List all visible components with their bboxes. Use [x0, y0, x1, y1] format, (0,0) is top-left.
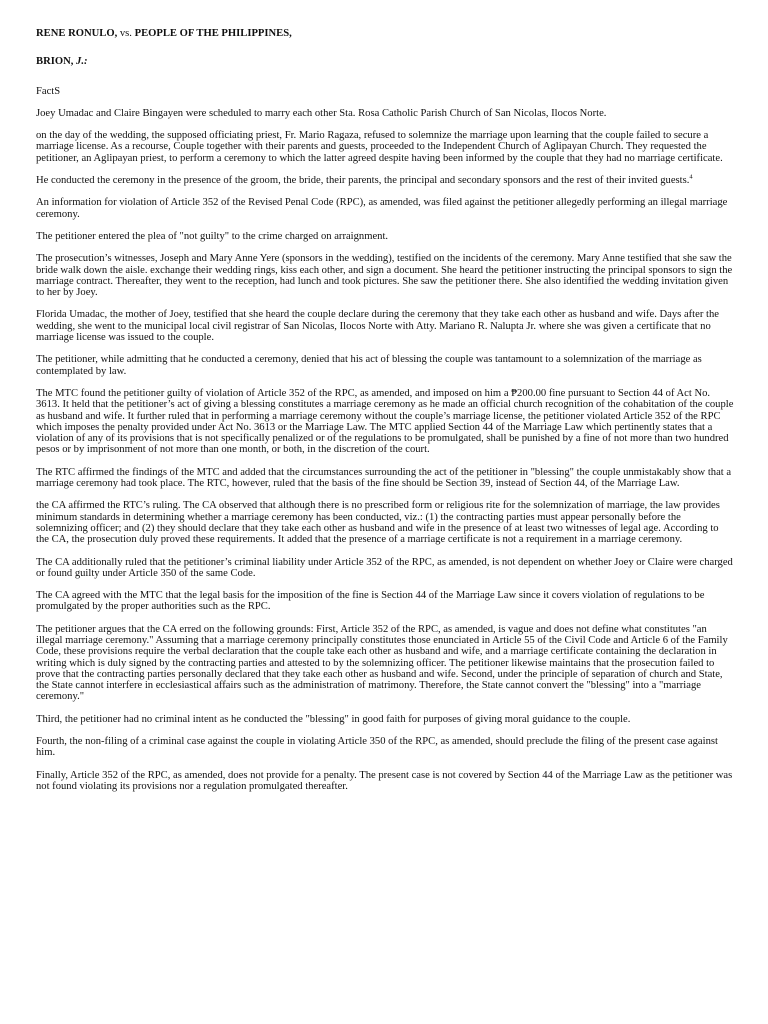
paragraph: The petitioner entered the plea of "not guilty" to the crime charged on arraignment.: [36, 230, 389, 242]
paragraph: The MTC found the petitioner guilty of violation of Article 352 of the RPC, as amended, and imposed on him a ₱200.00 fine pursuant to Section 44 of Act No. 3613. It held that the petitioner’s act of giving a blessing constitutes a marriage ceremony as he made an official church recognition of the cohabitation of the couple as husband and wife. It further ruled that in performing a marriage ceremony without the couple’s marriage license, the petitioner violated Article 352 of the RPC which imposes the penalty provided under Act No. 3613 or the Marriage Law. The MTC applied Section 44 of the Marriage Law which pertinently states that a violation of any of its provisions that is not specifically penalized or of the regulations to be promulgated, shall be punished by a fine of not more than two hundred pesos or by imprisonment of not more than one month, or both, in the discretion of the court.: [36, 387, 734, 456]
petitioner-name: RENE RONULO,: [36, 28, 118, 39]
ponente-name: BRION,: [36, 56, 77, 68]
case-title: [36, 28, 734, 39]
paragraph: The RTC affirmed the findings of the MTC and added that the circumstances surrounding the act of the petitioner in "blessing" the couple unmistakably show that a marriage ceremony had took place. The RTC, however, ruled that the basis of the fine should be Section 39, instead of Section 44, of the Marriage Law.: [36, 466, 732, 490]
paragraph-text: He conducted the ceremony in the presence of the groom, the bride, their parents, the principal and secondary sponsors and the rest of their invited guests.: [36, 175, 690, 187]
paragraph: An information for violation of Article 352 of the Revised Penal Code (RPC), as amended, was filed against the petitioner allegedly performing an illegal marriage ceremony.: [36, 197, 728, 220]
paragraph: Third, the petitioner had no criminal intent as he conducted the "blessing" in good faith for purposes of giving moral guidance to the couple.: [36, 713, 631, 725]
paragraph: on the day of the wedding, the supposed officiating priest, Fr. Mario Ragaza, refused to solemnize the marriage upon learning that the couple failed to secure a marriage license. As a recourse, Couple together with their parents and guests, proceeded to the Independent Church of Aglipayan Church. They requested the petitioner, an Aglipayan priest, to perform a ceremony to which the latter agreed despite having been informed by the couple that they had no marriage certificate.: [36, 130, 723, 164]
footnote-reference[interactable]: 4: [689, 173, 693, 181]
paragraph: The CA agreed with the MTC that the legal basis for the imposition of the fine is Section 44 of the Marriage Law since it covers violation of regulations to be promulgated by the proper authorities such as the RPC.: [36, 590, 705, 613]
paragraph: Florida Umadac, the mother of Joey, testified that she heard the couple declare during the ceremony that they take each other as husband and wife. Days after the wedding, she went to the municipal local civil registrar of San Nicolas, Ilocos Norte with Atty. Mariano R. Nalupta Jr. where she was given a certificate that no marriage license was issued to the couple.: [36, 309, 719, 344]
paragraph: The petitioner argues that the CA erred on the following grounds: First, Article 352 of the RPC, as amended, is vague and does not define what constitutes "an illegal marriage ceremony." Assuming that a marriage ceremony principally constitutes those enunciated in Article 55 of the Civil Code and Article 6 of the Family Code, these provisions require the verbal declaration that the couple take each other as husband and wife, and a marriage certificate containing the declaration in writing which is duly signed by the contracting parties and attested to by the solemnizing officer. The petitioner likewise maintains that the prosecution failed to prove that the contracting parties personally declared that they take each other as husband and wife. Second, under the principle of separation of church and State, the State cannot interfere in ecclesiastical affairs such as the administration of matrimony. Therefore, the State cannot convert the "blessing" into a "marriage ceremony.": [36, 623, 728, 703]
document-page: [36, 22, 734, 792]
ponente: [36, 56, 734, 67]
paragraph: The prosecution’s witnesses, Joseph and Mary Anne Yere (sponsors in the wedding), testified on the incidents of the ceremony. Mary Anne testified that she saw the bride walk down the aisle. exchange their wedding rings, kiss each other, and sign a document. She heard the petitioner instructing the principal sponsors to sign the marriage contract. Thereafter, they went to the reception, had lunch and took pictures. She saw the petitioner there. She also identified the wedding invitation given to her by Joey.: [36, 253, 733, 299]
paragraph: The petitioner, while admitting that he conducted a ceremony, denied that his act of blessing the couple was tantamount to a solemnization of the marriage as contemplated by law.: [36, 354, 702, 377]
paragraph: [36, 175, 734, 186]
section-label-facts: FactS: [36, 85, 61, 97]
paragraph: Fourth, the non-filing of a criminal case against the couple in violating Article 350 of the RPC, as amended, should preclude the filing of the present case against him.: [36, 736, 718, 759]
paragraph: Joey Umadac and Claire Bingayen were scheduled to marry each other Sta. Rosa Catholic Parish Church of San Nicolas, Ilocos Norte.: [36, 107, 607, 119]
paragraph: Finally, Article 352 of the RPC, as amended, does not provide for a penalty. The present case is not covered by Section 44 of the Marriage Law as the petitioner was not found violating its provisions nor a regulation promulgated thereafter.: [36, 769, 733, 792]
ponente-suffix: J.:: [76, 56, 88, 68]
paragraph: The CA additionally ruled that the petitioner’s criminal liability under Article 352 of the RPC, as amended, is not dependent on whether Joey or Claire were charged or found guilty under Article 350 of the same Code.: [36, 556, 733, 579]
paragraph: the CA affirmed the RTC’s ruling. The CA observed that although there is no prescribed form or religious rite for the solemnization of marriage, the law provides minimum standards in determining whether a marriage ceremony has been conducted, viz.: (1) the contracting parties must appear personally before the solemnizing officer; and (2) they should declare that they take each other as husband and wife in the presence of at least two witnesses of legal age. According to the CA, the prosecution duly proved these requirements. It added that the presence of a marriage certificate is not a requirement in a marriage ceremony.: [36, 500, 720, 546]
respondent-name: PEOPLE OF THE PHILIPPINES,: [134, 28, 292, 39]
versus-text: vs.: [117, 28, 135, 39]
